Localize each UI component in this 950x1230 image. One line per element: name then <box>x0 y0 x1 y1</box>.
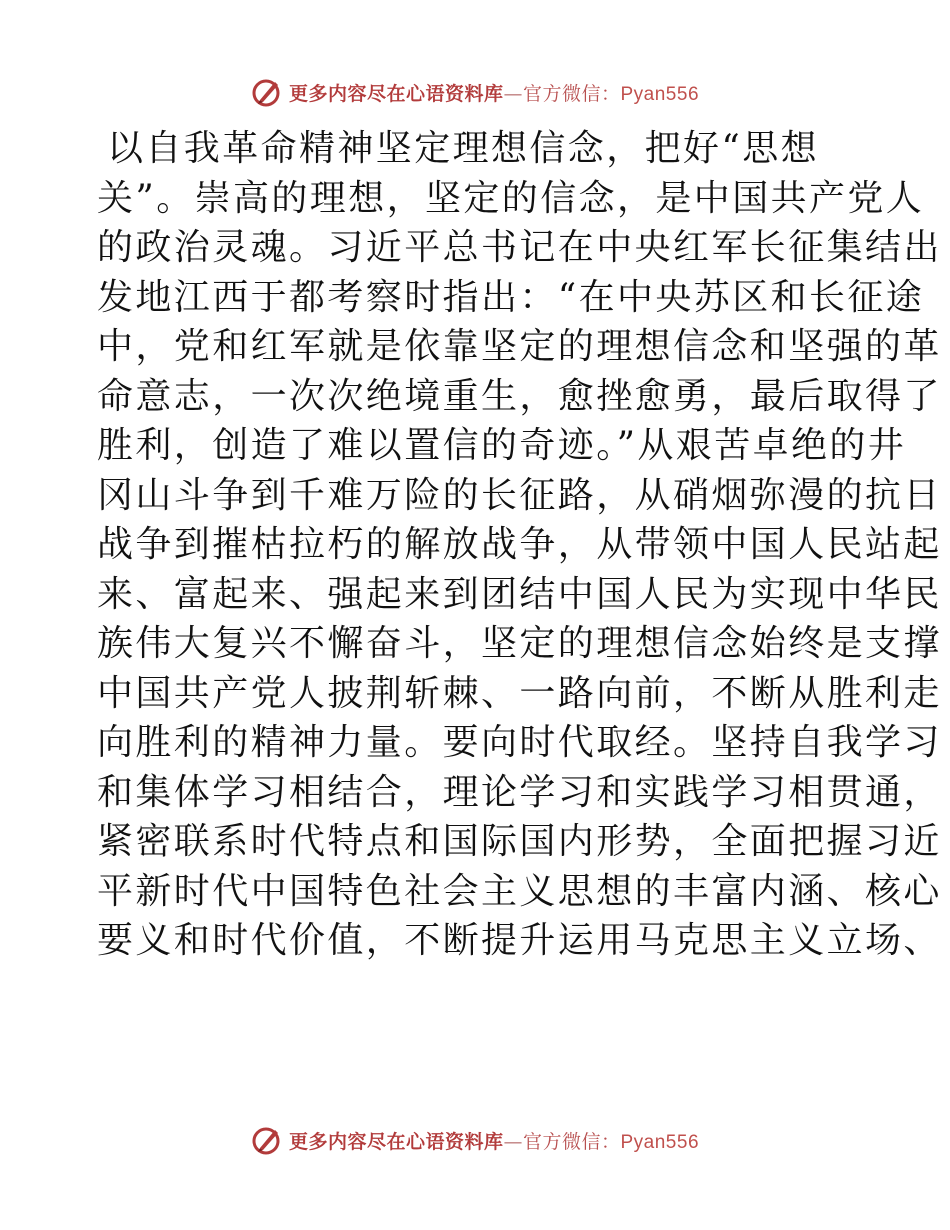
watermark-dash: — <box>503 82 523 105</box>
text-line: 战争到摧枯拉朽的解放战争，从带领中国人民站起 <box>97 524 942 565</box>
watermark-site: 更多内容尽在心语资料库 <box>288 82 504 105</box>
pen-logo-icon <box>251 1124 283 1156</box>
text-line: 和集体学习相结合，理论学习和实践学习相贯通， <box>97 771 942 813</box>
text-line: 以自我革命精神坚定理想信念，把好“思想 <box>107 128 820 169</box>
watermark-wechat-id: Pyan556 <box>620 83 700 105</box>
text-line: 的政治灵魂。习近平总书记在中央红军长征集结出 <box>97 227 942 268</box>
text-line: 关”。崇高的理想，坚定的信念，是中国共产党人 <box>97 177 925 219</box>
text-line: 发地江西于都考察时指出：“在中央苏区和长征途 <box>97 276 925 318</box>
text-line: 向胜利的精神力量。要向时代取经。坚持自我学习 <box>97 722 942 763</box>
text-line: 紧密联系时代特点和国际国内形势，全面把握习近 <box>97 821 942 862</box>
text-line: 命意志，一次次绝境重生，愈挫愈勇，最后取得了 <box>97 375 942 417</box>
header-watermark <box>0 72 950 112</box>
text-line: 来、富起来、强起来到团结中国人民为实现中华民 <box>97 573 942 615</box>
watermark-wechat-id: Pyan556 <box>620 1131 700 1153</box>
watermark-text <box>289 79 699 106</box>
text-line: 平新时代中国特色社会主义思想的丰富内涵、核心 <box>97 870 942 912</box>
text-line: 要义和时代价值，不断提升运用马克思主义立场、 <box>97 920 942 961</box>
watermark-dash: — <box>503 1130 523 1153</box>
watermark-site: 更多内容尽在心语资料库 <box>288 1130 504 1153</box>
text-line: 族伟大复兴不懈奋斗，坚定的理想信念始终是支撑 <box>97 623 942 664</box>
text-line: 胜利，创造了难以置信的奇迹。”从艰苦卓绝的井 <box>97 425 907 466</box>
text-line: 中，党和红军就是依靠坚定的理想信念和坚强的革 <box>97 326 942 367</box>
watermark-text <box>289 1127 699 1154</box>
pen-logo-icon <box>251 76 283 108</box>
body-text <box>97 124 942 966</box>
text-line: 中国共产党人披荆斩棘、一路向前，不断从胜利走 <box>97 672 942 714</box>
watermark-official-label: 官方微信： <box>522 82 621 105</box>
footer-watermark <box>0 1120 950 1160</box>
watermark-official-label: 官方微信： <box>522 1130 621 1153</box>
text-line: 冈山斗争到千难万险的长征路，从硝烟弥漫的抗日 <box>97 474 942 516</box>
